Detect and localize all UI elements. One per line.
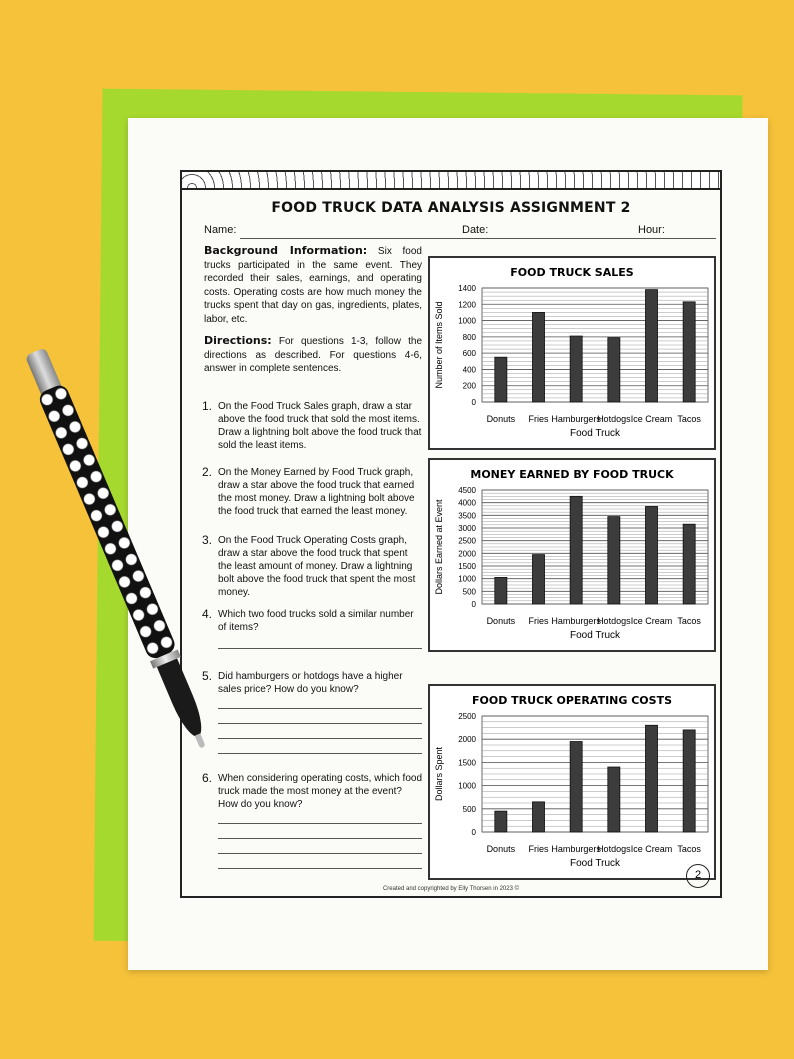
background-text: Six food trucks participated in the same event. They recorded their sales, earnings, and operating costs. Operating costs are how much money the trucks spent that day on gas, ingredients, plates, labor, etc. <box>204 246 422 325</box>
answer-line[interactable] <box>218 838 422 839</box>
bar-tacos <box>683 302 695 402</box>
answer-line[interactable] <box>218 708 422 709</box>
x-tick-label: Fries <box>528 844 549 854</box>
bar-tacos <box>683 524 695 604</box>
bar-hamburgers <box>570 742 582 832</box>
question-3 <box>202 534 422 599</box>
y-tick-label: 4000 <box>458 498 476 508</box>
x-tick-label: Tacos <box>677 616 701 626</box>
chart-title: MONEY EARNED BY FOOD TRUCK <box>470 468 674 481</box>
y-tick-label: 0 <box>471 828 476 837</box>
x-tick-label: Ice Cream <box>630 414 673 424</box>
x-axis-label: Food Truck <box>569 428 621 439</box>
chart-title: FOOD TRUCK SALES <box>510 266 634 279</box>
bar-tacos <box>683 730 695 832</box>
y-tick-label: 1000 <box>458 574 476 584</box>
header-rule <box>240 238 716 239</box>
question-text: Which two food trucks sold a similar number of items? <box>218 609 414 633</box>
x-axis-label: Food Truck <box>569 858 621 869</box>
intro-text <box>204 244 422 384</box>
y-tick-label: 2000 <box>458 549 476 559</box>
y-tick-label: 2500 <box>458 536 476 546</box>
y-tick-label: 500 <box>462 587 476 597</box>
question-text: On the Food Truck Sales graph, draw a star above the food truck that sold the most items. Draw a lightning bolt above the food truck that sold the least items. <box>218 401 422 451</box>
operating-costs-chart <box>428 684 716 880</box>
question-number: 3. <box>202 533 213 547</box>
bar-ice-cream <box>645 506 657 604</box>
x-axis-label: Food Truck <box>569 630 621 641</box>
bar-fries <box>532 312 544 402</box>
x-tick-label: Tacos <box>677 414 701 424</box>
copyright-note: Created and copyrighted by Elly Thorsen in 2023 © <box>382 886 520 892</box>
worksheet-paper <box>128 118 768 970</box>
y-tick-label: 1400 <box>458 284 476 293</box>
y-tick-label: 1000 <box>458 781 476 791</box>
question-number: 2. <box>202 465 213 479</box>
answer-line[interactable] <box>218 753 422 754</box>
y-tick-label: 200 <box>462 381 476 391</box>
y-tick-label: 2500 <box>458 712 476 721</box>
answer-line[interactable] <box>218 648 422 649</box>
y-axis-label: Dollars Earned at Event <box>434 499 444 595</box>
x-tick-label: Hotdogs <box>597 414 631 424</box>
bar-donuts <box>495 577 507 604</box>
question-text: On the Food Truck Operating Costs graph, draw a star above the food truck that spent the least amount of money. Draw a lightning bolt above the food truck that spent the most money. <box>218 535 416 598</box>
y-tick-label: 0 <box>471 600 476 609</box>
worksheet-title: FOOD TRUCK DATA ANALYSIS ASSIGNMENT 2 <box>271 200 631 216</box>
pen-point <box>195 733 206 748</box>
y-tick-label: 3500 <box>458 511 476 521</box>
bar-fries <box>532 555 544 604</box>
bar-ice-cream <box>645 725 657 832</box>
name-label: Name: <box>204 224 237 236</box>
y-tick-label: 600 <box>462 349 476 359</box>
answer-line[interactable] <box>218 823 422 824</box>
y-tick-label: 500 <box>462 804 476 814</box>
chart-title: FOOD TRUCK OPERATING COSTS <box>472 694 672 707</box>
y-tick-label: 0 <box>471 398 476 407</box>
question-2 <box>202 466 422 518</box>
bar-fries <box>532 802 544 832</box>
chart-svg <box>430 258 714 448</box>
y-axis-label: Dollars Spent <box>434 746 444 802</box>
bar-ice-cream <box>645 290 657 402</box>
y-tick-label: 1200 <box>458 300 476 310</box>
question-number: 6. <box>202 771 213 785</box>
question-6 <box>202 772 422 869</box>
x-tick-label: Hamburgers <box>551 616 601 626</box>
x-tick-label: Fries <box>528 616 549 626</box>
x-tick-label: Hamburgers <box>551 414 601 424</box>
x-tick-label: Ice Cream <box>630 844 673 854</box>
y-tick-label: 2000 <box>458 735 476 745</box>
question-text: When considering operating costs, which food truck made the most money at the event? How do you know? <box>218 773 423 810</box>
x-tick-label: Donuts <box>486 616 516 626</box>
directions-text: For questions 1-3, follow the directions as described. For questions 4-6, answer in complete sentences. <box>204 336 423 374</box>
sales-chart <box>428 256 716 450</box>
y-tick-label: 800 <box>462 332 476 342</box>
y-tick-label: 3000 <box>458 524 476 533</box>
date-label: Date: <box>462 224 489 236</box>
x-tick-label: Hamburgers <box>551 844 601 854</box>
bar-hotdogs <box>608 517 620 604</box>
bar-hamburgers <box>570 496 582 604</box>
page-number: 2 <box>686 864 710 888</box>
question-number: 1. <box>202 399 213 413</box>
bar-hotdogs <box>608 338 620 402</box>
y-tick-label: 4500 <box>458 486 476 495</box>
decorative-border <box>182 172 720 190</box>
y-tick-label: 1500 <box>458 758 476 768</box>
x-tick-label: Ice Cream <box>630 616 673 626</box>
bar-hotdogs <box>608 767 620 832</box>
x-tick-label: Tacos <box>677 844 701 854</box>
answer-line[interactable] <box>218 723 422 724</box>
question-5 <box>202 670 422 754</box>
x-tick-label: Donuts <box>486 414 516 424</box>
hour-label: Hour: <box>638 224 665 236</box>
chart-svg <box>430 460 714 650</box>
chart-svg <box>430 686 714 878</box>
question-text: Did hamburgers or hotdogs have a higher sales price? How do you know? <box>218 671 403 695</box>
bar-donuts <box>495 357 507 402</box>
x-tick-label: Hotdogs <box>597 616 631 626</box>
question-4 <box>202 608 422 649</box>
y-tick-label: 1500 <box>458 562 476 571</box>
background-lead: Background Information: <box>204 244 368 257</box>
question-1 <box>202 400 422 452</box>
answer-line[interactable] <box>218 868 422 869</box>
question-number: 5. <box>202 669 213 683</box>
directions-lead: Directions: <box>204 334 272 347</box>
y-axis-label: Number of Items Sold <box>434 301 444 389</box>
worksheet-frame <box>180 170 722 898</box>
y-tick-label: 1000 <box>458 316 476 326</box>
x-tick-label: Fries <box>528 414 549 424</box>
bar-donuts <box>495 811 507 832</box>
bar-hamburgers <box>570 336 582 402</box>
answer-line[interactable] <box>218 853 422 854</box>
y-tick-label: 400 <box>462 365 476 375</box>
x-tick-label: Donuts <box>486 844 516 854</box>
x-tick-label: Hotdogs <box>597 844 631 854</box>
question-text: On the Money Earned by Food Truck graph, draw a star above the food truck that earned the most money. Draw a lightning bolt above the food truck that earned the least money. <box>218 467 415 517</box>
question-number: 4. <box>202 607 213 621</box>
money-earned-chart <box>428 458 716 652</box>
answer-line[interactable] <box>218 738 422 739</box>
